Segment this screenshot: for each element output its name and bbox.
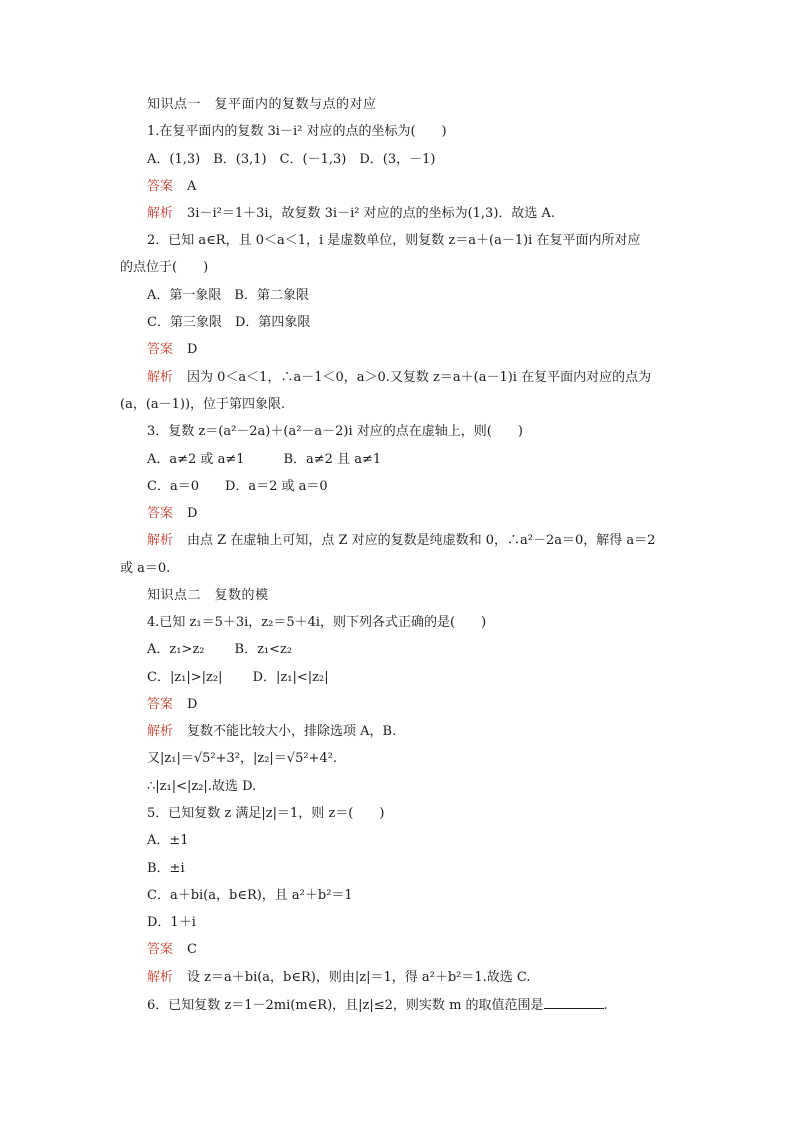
analysis-label: 解析: [147, 206, 174, 221]
section-title-2: 知识点二 复数的模: [147, 588, 269, 603]
q1-stem: 1.在复平面内的复数 3i－i² 对应的点的坐标为( ): [147, 124, 447, 139]
analysis-label: 解析: [147, 370, 174, 385]
q2-analysis-1: 因为 0＜a＜1，∴a－1＜0，a＞0.又复数 z＝a＋(a－1)i 在复平面内对应的点为: [187, 370, 652, 385]
q6-stem-end: .: [603, 998, 608, 1013]
q2-options-line2: C．第三象限 D．第四象限: [147, 315, 311, 330]
q2-analysis-line2: (a，(a－1))，位于第四象限.: [120, 397, 286, 412]
q4-answer: D: [187, 697, 198, 712]
answer-label: 答案: [147, 179, 174, 194]
q2-options-line1: A．第一象限 B．第二象限: [147, 288, 309, 303]
q5-analysis-line: [147, 969, 531, 987]
q5-option-b: B．±i: [147, 861, 185, 876]
q4-analysis-1: 复数不能比较大小，排除选项 A，B.: [187, 724, 397, 739]
q4-stem: 4.已知 z₁＝5＋3i，z₂＝5＋4i，则下列各式正确的是( ): [147, 615, 487, 630]
q5-option-d: D．1＋i: [147, 915, 196, 930]
q5-analysis: 设 z＝a＋bi(a，b∈R)，则由|z|＝1，得 a²＋b²＝1.故选 C.: [187, 970, 531, 985]
q4-analysis-line3: ∴|z₁|<|z₂|.故选 D.: [147, 779, 257, 794]
answer-label: 答案: [147, 942, 174, 957]
q4-options-line1: A．z₁>z₂ B．z₁<z₂: [147, 642, 293, 657]
answer-label: 答案: [147, 697, 174, 712]
q3-options-line2: C．a＝0 D．a＝2 或 a＝0: [147, 479, 328, 494]
q5-answer: C: [187, 942, 197, 957]
analysis-label: 解析: [147, 724, 174, 739]
q4-analysis-line1: [147, 723, 396, 741]
q2-answer-line: [147, 341, 197, 359]
q6-stem: 6．已知复数 z＝1－2mi(m∈R)，且|z|≤2，则实数 m 的取值范围是: [147, 998, 544, 1013]
q4-options-line2: C．|z₁|>|z₂| D．|z₁|<|z₂|: [147, 670, 329, 685]
analysis-label: 解析: [147, 533, 174, 548]
q3-stem: 3．复数 z＝(a²－2a)＋(a²－a－2)i 对应的点在虚轴上，则( ): [147, 424, 523, 439]
analysis-label: 解析: [147, 970, 174, 985]
q3-options-line1: A．a≠2 或 a≠1 B．a≠2 且 a≠1: [147, 452, 382, 467]
q1-answer: A: [187, 179, 197, 194]
q5-option-a: A．±1: [147, 833, 189, 848]
q2-analysis-line1: [147, 369, 651, 387]
answer-label: 答案: [147, 506, 174, 521]
q4-analysis-line2: 又|z₁|＝√5²+3²，|z₂|＝√5²+4².: [147, 751, 338, 766]
q2-stem-line2: 的点位于( ): [120, 260, 209, 275]
q3-analysis-line1: [147, 532, 655, 550]
q6-stem-line: [147, 996, 608, 1014]
q4-answer-line: [147, 696, 197, 714]
q2-answer: D: [187, 342, 198, 357]
q1-answer-line: [147, 178, 196, 196]
section-title-1: 知识点一 复平面内的复数与点的对应: [147, 97, 377, 112]
q5-stem: 5．已知复数 z 满足|z|＝1，则 z＝( ): [147, 806, 385, 821]
q3-analysis-1: 由点 Z 在虚轴上可知，点 Z 对应的复数是纯虚数和 0，∴a²－2a＝0，解得 a＝2: [187, 533, 656, 548]
q1-analysis-line: [147, 205, 555, 223]
q5-answer-line: [147, 941, 197, 959]
q3-analysis-line2: 或 a＝0.: [120, 561, 171, 576]
q1-analysis: 3i－i²＝1＋3i，故复数 3i－i² 对应的点的坐标为(1,3)．故选 A.: [187, 206, 556, 221]
q3-answer: D: [187, 506, 198, 521]
q5-option-c: C．a＋bi(a，b∈R)，且 a²＋b²＝1: [147, 888, 353, 903]
answer-label: 答案: [147, 342, 174, 357]
q1-options: A．(1,3) B．(3,1) C．(－1,3) D．(3，－1): [147, 152, 436, 167]
answer-blank[interactable]: [544, 996, 604, 1009]
q3-answer-line: [147, 505, 197, 523]
q2-stem-line1: 2．已知 a∈R，且 0＜a＜1，i 是虚数单位，则复数 z＝a＋(a－1)i 在复平面内所对应: [147, 233, 641, 248]
